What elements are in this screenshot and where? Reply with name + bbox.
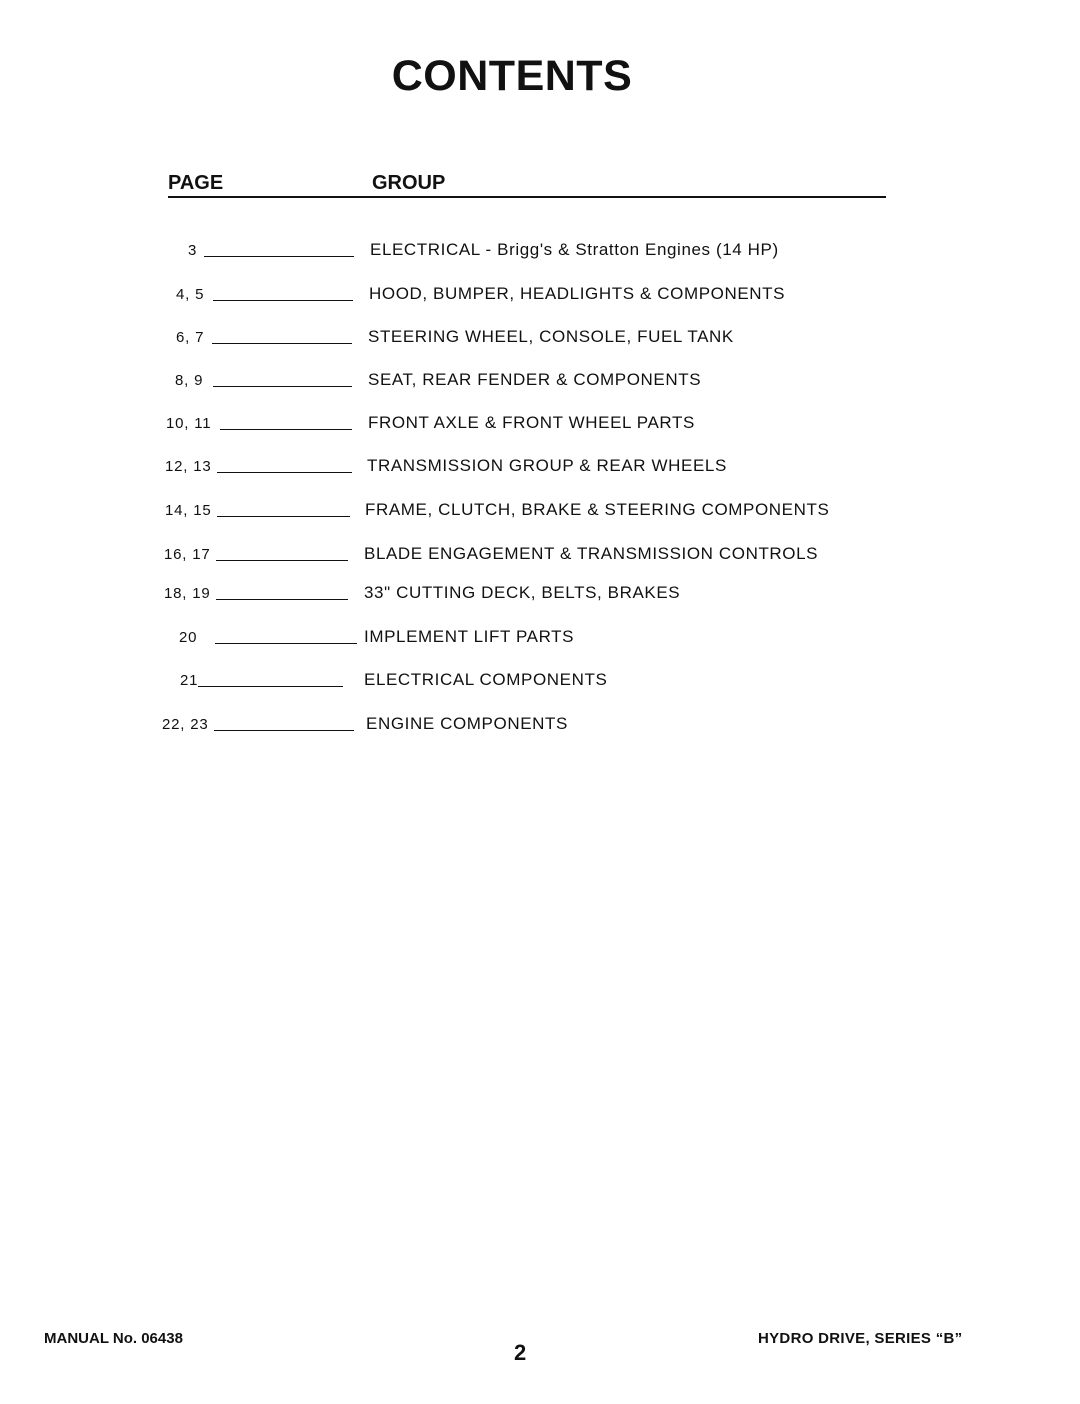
toc-entry-leader [213,300,353,301]
toc-entry-page: 12, 13 [165,458,212,475]
toc-entry-title: FRONT AXLE & FRONT WHEEL PARTS [368,413,695,432]
toc-entry-page: 4, 5 [176,286,205,303]
toc-entry-leader [204,256,354,257]
toc-entry-leader [214,730,354,731]
footer-page-number: 2 [514,1340,527,1365]
toc-entry-page: 8, 9 [175,372,204,389]
toc-entry-leader [198,686,343,687]
column-header-group: GROUP [372,172,446,194]
toc-entry-page: 6, 7 [176,329,205,346]
toc-entry-title: IMPLEMENT LIFT PARTS [364,627,575,646]
toc-entry-page: 10, 11 [166,415,212,432]
toc-entry-page: 20 [179,629,198,646]
toc-entry-title: TRANSMISSION GROUP & REAR WHEELS [367,456,727,475]
page-title: CONTENTS [391,52,633,100]
toc-entry-title: STEERING WHEEL, CONSOLE, FUEL TANK [368,327,734,346]
toc-entry-page: 14, 15 [165,502,212,519]
toc-entry-page: 22, 23 [162,716,209,733]
toc-entry-leader [220,429,352,430]
toc-entry-leader [213,386,352,387]
toc-entry-leader [216,560,348,561]
toc-entry-leader [216,599,348,600]
toc-entry-title: SEAT, REAR FENDER & COMPONENTS [368,370,702,389]
toc-entry-title: ELECTRICAL COMPONENTS [364,670,608,689]
toc-entry-title: ENGINE COMPONENTS [366,714,568,733]
footer-series: HYDRO DRIVE, SERIES “B” [758,1330,963,1347]
toc-entry-leader [212,343,352,344]
toc-entry-title: ELECTRICAL - Brigg's & Stratton Engines (14 HP) [370,240,779,259]
toc-entry-page: 21 [180,672,199,689]
column-header-page: PAGE [168,172,224,194]
toc-entry-page: 16, 17 [164,546,211,563]
footer-manual-number: MANUAL No. 06438 [44,1330,183,1347]
toc-entry-page: 3 [188,242,198,259]
toc-entry-title: 33" CUTTING DECK, BELTS, BRAKES [364,583,681,602]
toc-entry-title: FRAME, CLUTCH, BRAKE & STEERING COMPONENTS [365,500,830,519]
toc-entry-title: BLADE ENGAGEMENT & TRANSMISSION CONTROLS [364,544,819,563]
header-rule [168,196,886,198]
toc-entry-leader [215,643,357,644]
toc-entry-title: HOOD, BUMPER, HEADLIGHTS & COMPONENTS [369,284,786,303]
toc-entry-leader [217,472,352,473]
toc-entry-page: 18, 19 [164,585,211,602]
toc-entry-leader [217,516,350,517]
